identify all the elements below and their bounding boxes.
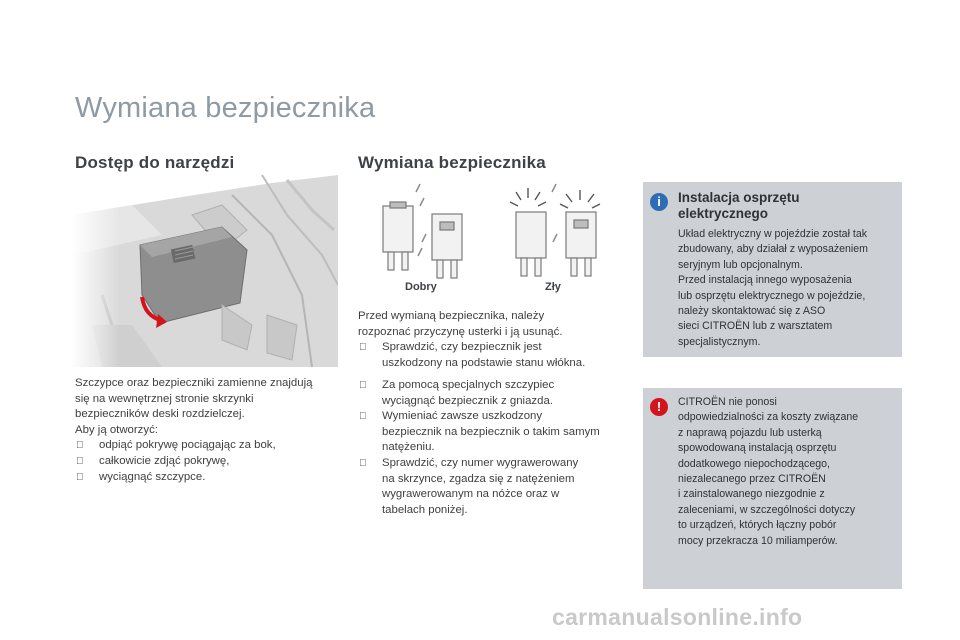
warning-box-line: z naprawą pojazdu lub usterką	[678, 426, 822, 439]
fuse-illustration	[360, 180, 618, 298]
replace-intro-line: rozpoznać przyczynę usterki i ją usunąć.	[358, 325, 563, 338]
access-description: Szczypce oraz bezpieczniki zamienne znajdują się na wewnętrznej stronie skrzynki bezpieczników deski rozdzielczej.	[75, 377, 313, 421]
list-item-text: wyciągnąć szczypce.	[99, 470, 206, 483]
bad-fuse-icon	[516, 212, 596, 276]
info-box-line: należy skontaktować się z ASO	[678, 305, 826, 318]
checkbox-bullet-icon	[76, 454, 84, 470]
fuse-good-label: Dobry	[405, 281, 437, 293]
info-box-line: specjalistycznym.	[678, 335, 761, 348]
warning-box-line: odpowiedzialności za koszty związane	[678, 411, 859, 424]
warning-box-line: CITROËN nie ponosi	[678, 396, 777, 408]
info-box-title	[678, 190, 893, 221]
warning-box-line: niezalecanego przez CITROËN	[678, 473, 826, 486]
warning-box-line: dodatkowego niepochodzącego,	[678, 457, 830, 470]
list-item-text: bezpiecznik na bezpiecznik o takim samym	[382, 425, 600, 438]
list-item	[358, 456, 633, 518]
list-item-text: uszkodzony na podstawie stanu włókna.	[382, 356, 586, 369]
list-item-text: tabelach poniżej.	[382, 503, 468, 516]
list-item-text: Sprawdzić, czy bezpiecznik jest	[382, 341, 542, 354]
replace-steps	[358, 378, 633, 518]
list-item-text: wygrawerowanym na nóżce oraz w	[382, 488, 560, 501]
info-box-title-line: Instalacja osprzętu	[678, 190, 800, 205]
exclamation-icon: !	[650, 398, 668, 416]
fuse-bad-label: Zły	[545, 281, 561, 293]
checkbox-bullet-icon	[359, 340, 367, 356]
list-item-text: całkowicie zdjąć pokrywę,	[99, 454, 230, 467]
info-box-line: Układ elektryczny w pojeździe został tak	[678, 228, 868, 240]
warning-box-text	[678, 395, 896, 549]
warning-box	[643, 388, 902, 589]
checkbox-bullet-icon	[359, 409, 367, 425]
checkbox-bullet-icon	[76, 438, 84, 454]
warning-box-line: spowodowaną instalacją osprzętu	[678, 442, 837, 455]
replace-section-heading: Wymiana bezpiecznika	[358, 153, 546, 172]
list-item-text: Za pomocą specjalnych szczypiec	[382, 379, 555, 391]
access-paragraph	[75, 376, 330, 485]
list-item	[75, 454, 330, 470]
warning-box-line: to urządzeń, których łączny pobór	[678, 519, 837, 532]
checkbox-bullet-icon	[76, 470, 84, 486]
list-item	[358, 378, 633, 409]
info-box	[643, 182, 902, 357]
replace-intro	[358, 309, 633, 371]
list-item-text: odpiąć pokrywę pociągając za bok,	[99, 439, 276, 452]
list-item	[358, 340, 633, 371]
info-box-line: Przed instalacją innego wyposażenia	[678, 274, 852, 287]
list-item-text: wyciągnąć bezpiecznik z gniazda.	[382, 394, 553, 407]
list-item-text: natężeniu.	[382, 441, 435, 454]
checkbox-bullet-icon	[359, 456, 367, 472]
watermark: carmanualsonline.info	[552, 604, 803, 630]
warning-box-line: i zainstalowanego niezgodnie z	[678, 488, 825, 501]
list-item-text: Wymieniać zawsze uszkodzony	[382, 410, 543, 423]
glovebox-illustration	[72, 175, 338, 367]
info-box-line: lub osprzętu elektrycznego w pojeździe,	[678, 289, 866, 302]
info-box-line: seryjnym lub opcjonalnym.	[678, 258, 803, 271]
list-item-text: na skrzynce, zgadza się z natężeniem	[382, 472, 575, 485]
info-box-line: sieci CITROËN lub z warsztatem	[678, 320, 833, 333]
access-open-label: Aby ją otworzyć:	[75, 423, 158, 436]
info-box-title-line: elektrycznego	[678, 205, 769, 221]
list-item	[358, 409, 633, 456]
replace-intro-line: Przed wymianą bezpiecznika, należy	[358, 310, 545, 322]
info-icon: i	[650, 193, 668, 211]
warning-box-line: zaleceniami, w szczególności dotyczy	[678, 503, 856, 516]
page-title: Wymiana bezpiecznika	[75, 92, 376, 124]
warning-box-line: mocy przekracza 10 miliamperów.	[678, 534, 838, 547]
info-box-line: zbudowany, aby działał z wyposażeniem	[678, 243, 869, 256]
list-item	[75, 438, 330, 454]
list-item	[75, 470, 330, 486]
info-box-text	[678, 227, 896, 350]
checkbox-bullet-icon	[359, 378, 367, 394]
access-section-heading: Dostęp do narzędzi	[75, 153, 235, 172]
list-item-text: Sprawdzić, czy numer wygrawerowany	[382, 456, 579, 469]
